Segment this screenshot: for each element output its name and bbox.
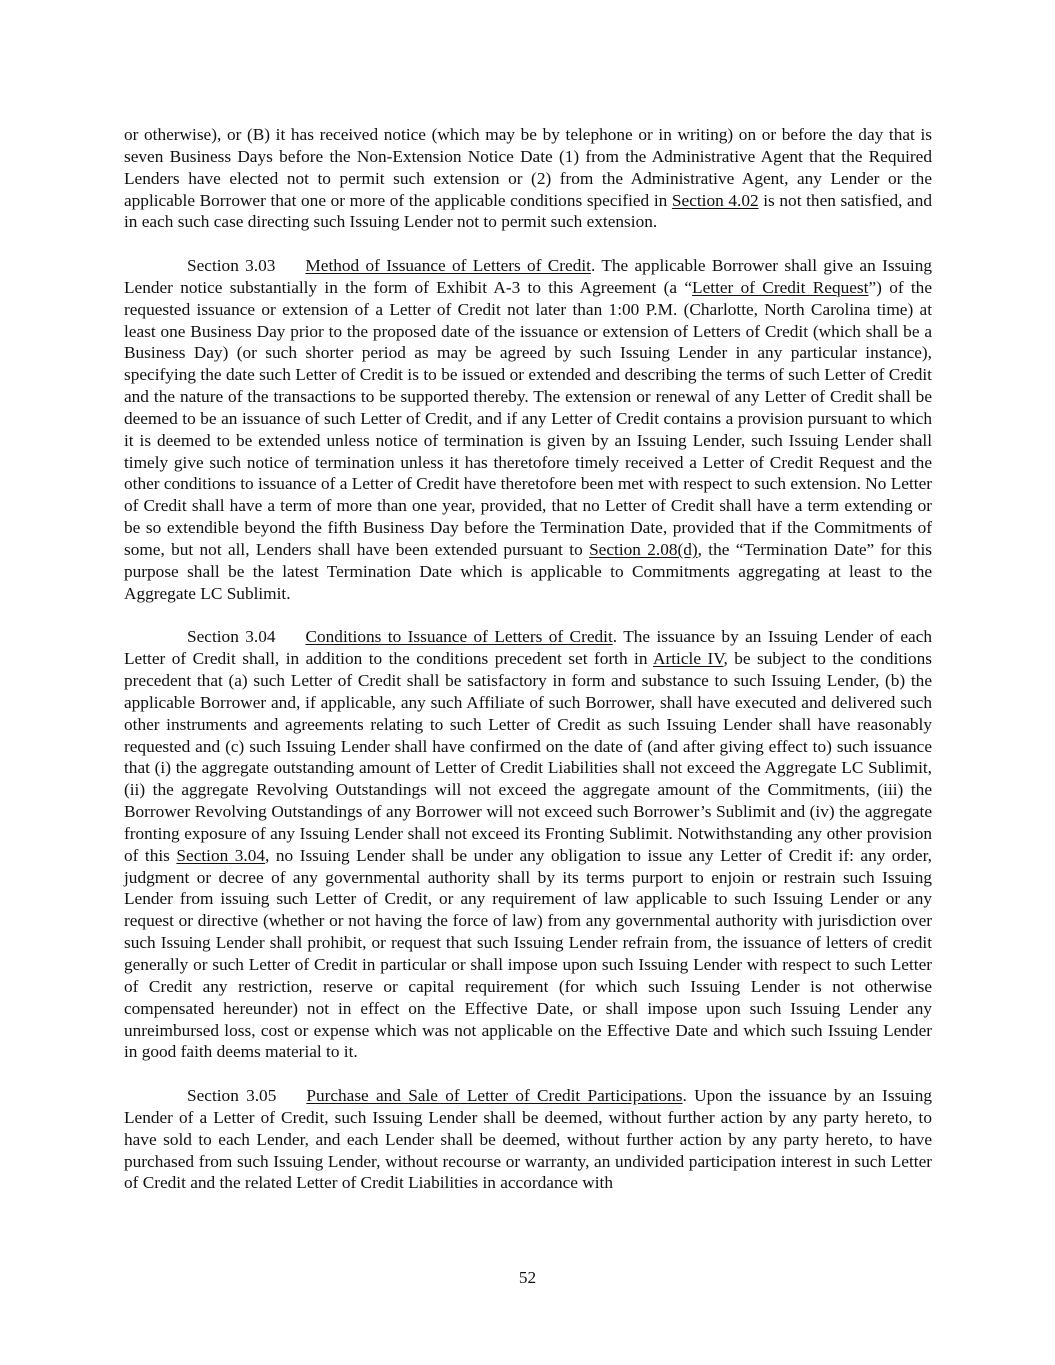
paragraph-text: . The issuance by an Issuing Lender of each Letter of Credit shall, in addition to the conditions precedent set forth in — [124, 627, 933, 669]
page-number: 52 — [518, 1268, 537, 1287]
section-title: Conditions to Issuance of Letters of Credit — [305, 627, 613, 647]
section-title: Method of Issuance of Letters of Credit — [305, 256, 591, 276]
paragraph-text: ”) of the requested issuance or extension of a Letter of Credit not later than 1:00 P.M. (Charlotte, North Carolina time) at least one Business Day prior to the proposed date of the issuance or extension of Letters of Credit (which shall be a Business Day) (or such shorter period as may be agreed by such Issuing Lender in any particular instance), specifying the date such Letter of Credit is to be issued or extended and describing the terms of such Letter of Credit and the nature of the transactions to be supported thereby. The extension or renewal of any Letter of Credit shall be deemed to be an issuance of such Letter of Credit, and if any Letter of Credit contains a provision pursuant to which it is deemed to be extended unless notice of termination is given by an Issuing Lender, such Issuing Lender shall timely give such notice of termination unless it has theretofore timely received a Letter of Credit Request and the other conditions to issuance of a Letter of Credit have theretofore been met with respect to such extension. No Letter of Credit shall have a term of more than one year, provided, that no Letter of Credit shall have a term extending or be so extendible beyond the fifth Business Day before the Termination Date, provided that if the Commitments of some, but not all, Lenders shall have been extended pursuant to — [124, 277, 932, 559]
paragraph-text: is not then satisfied, and in each such case directing such Issuing Lender not to permit such extension. — [124, 190, 932, 232]
document-page — [124, 124, 932, 1216]
paragraph-text: . Upon the issuance by an Issuing Lender of a Letter of Credit, such Issuing Lender shall be deemed, without further action by any party hereto, to have sold to each Lender, and each Lender shall be deemed, without further action by any party hereto, to have purchased from such Issuing Lender, without recourse or warranty, an undivided participation interest in such Letter of Credit and the related Letter of Credit Liabilities in accordance with — [124, 1085, 932, 1193]
paragraph-text: , be subject to the conditions precedent that (a) such Letter of Credit shall be satisfactory in form and substance to such Issuing Lender, (b) the applicable Borrower and, if applicable, any such Affiliate of such Borrower, shall have executed and delivered such other instruments and agreements relating to such Letter of Credit as such Issuing Lender shall have reasonably requested and (c) such Issuing Lender shall have confirmed on the date of (and after giving effect to) such issuance that (i) the aggregate outstanding amount of Letter of Credit Liabilities shall not exceed the Aggregate LC Sublimit, (ii) the aggregate Revolving Outstandings will not exceed the aggregate amount of the Commitments, (iii) the Borrower Revolving Outstandings of any Borrower will not exceed such Borrower’s Sublimit and (iv) the aggregate fronting exposure of any Issuing Lender shall not exceed its Fronting Sublimit. Notwithstanding any other provision of this — [124, 649, 932, 865]
section-number: Section 3.05 — [187, 1085, 277, 1105]
section-number: Section 3.03 — [187, 256, 276, 276]
section-3-04 — [124, 626, 932, 1063]
cross-reference-link: Section 4.02 — [671, 190, 759, 210]
cross-reference-link: Section 3.04 — [176, 845, 266, 865]
paragraph-text: , no Issuing Lender shall be under any obligation to issue any Letter of Credit if: any order, judgment or decree of any governmental authority shall by its terms purport to enjoin or restrain such Issuing Lender from issuing such Letter of Credit, or any requirement of law applicable to such Issuing Lender or any request or directive (whether or not having the force of law) from any governmental authority with jurisdiction over such Issuing Lender shall prohibit, or request that such Issuing Lender refrain from, the issuance of letters of credit generally or such Letter of Credit in particular or shall impose upon such Issuing Lender with respect to such Letter of Credit any restriction, reserve or capital requirement (for which such Issuing Lender is not otherwise compensated hereunder) not in effect on the Effective Date, or shall impose upon such Issuing Lender any unreimbursed loss, cost or expense which was not applicable on the Effective Date and which such Issuing Lender in good faith deems material to it. — [124, 845, 932, 1062]
cross-reference-link: Article IV — [653, 649, 724, 669]
section-3-05 — [124, 1085, 932, 1194]
defined-term: Letter of Credit Request — [692, 277, 869, 297]
paragraph-text: , the “Termination Date” for this purpose shall be the latest Termination Date which is applicable to Commitments aggregating at least to the Aggregate LC Sublimit. — [124, 539, 932, 603]
paragraph-continuation — [124, 124, 932, 233]
paragraph-text: . The applicable Borrower shall give an Issuing Lender notice substantially in the form of Exhibit A-3 to this Agreement (a “ — [124, 256, 932, 297]
section-title: Purchase and Sale of Letter of Credit Participations — [306, 1085, 683, 1105]
paragraph-text: or otherwise), or (B) it has received notice (which may be by telephone or in writing) on or before the day that is seven Business Days before the Non-Extension Notice Date (1) from the Administrative Agent that the Required Lenders have elected not to permit such extension or (2) from the Administrative Agent, any Lender or the applicable Borrower that one or more of the applicable conditions specified in — [124, 125, 932, 210]
section-3-03 — [124, 255, 932, 605]
section-number: Section 3.04 — [187, 627, 276, 647]
cross-reference-link: Section 2.08(d) — [589, 539, 698, 559]
